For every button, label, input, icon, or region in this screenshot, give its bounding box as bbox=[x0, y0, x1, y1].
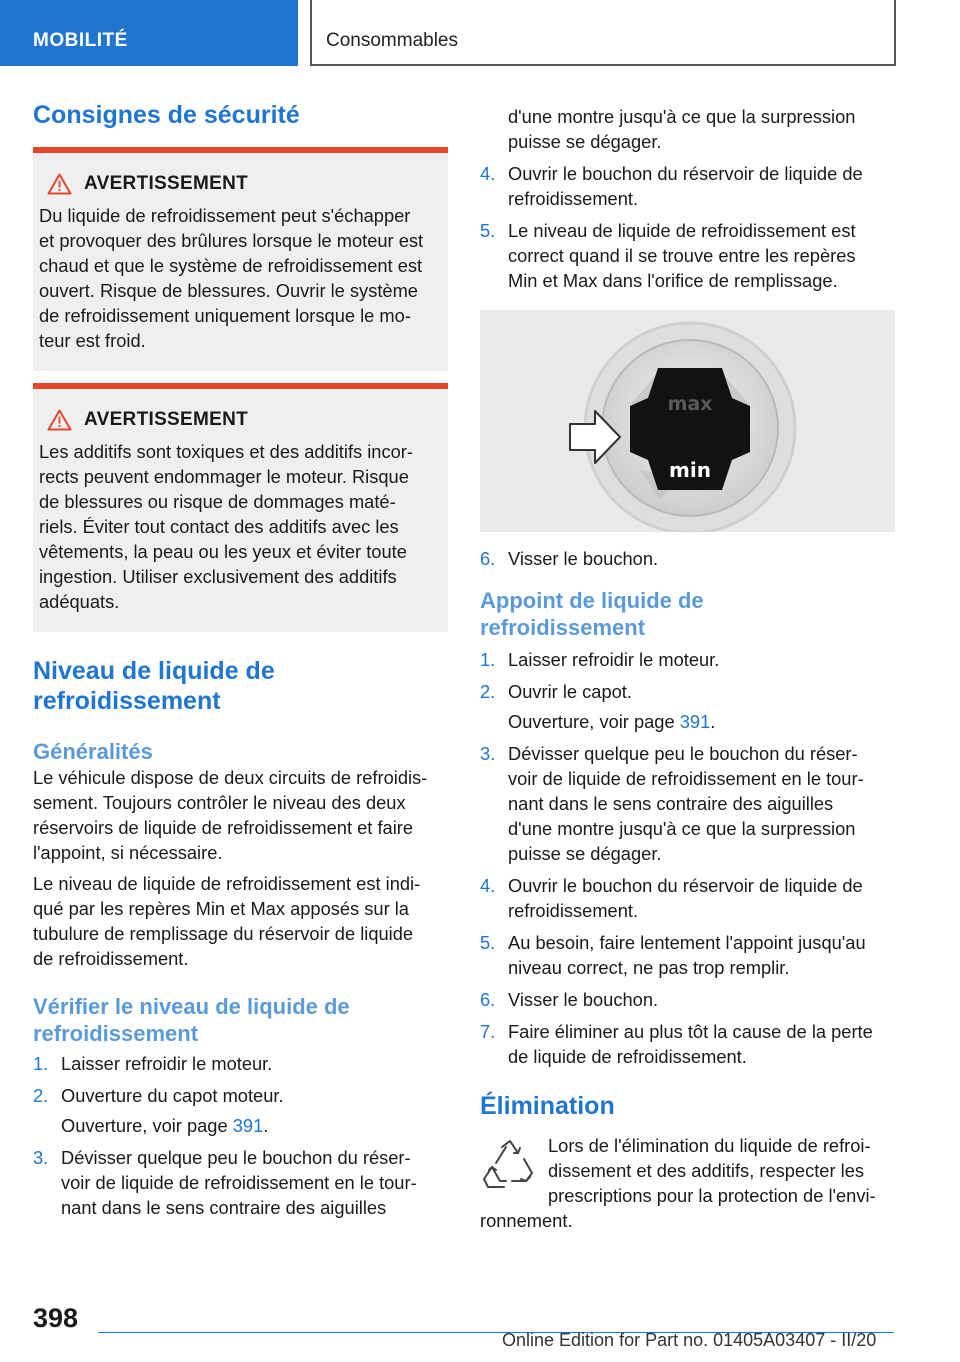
warning-text: Les additifs sont toxiques et des additifs incor‐ rects peuvent endommager le moteur. Risque de blessures ou risque de dommages maté‐ riels. Éviter tout contact des additifs avec les vêtements, la peau ou les yeux et éviter toute ingestion. Utiliser exclusivement des additifs adéquats. bbox=[39, 441, 413, 612]
chapter-tab bbox=[310, 0, 896, 66]
warning-box-1 bbox=[33, 147, 448, 371]
general-paragraph-1: Le véhicule dispose de deux circuits de refroidis‐ sement. Toujours contrôler le niveau des deux réservoirs de liquide de refroidissement et faire l'appoint, si nécessaire. bbox=[33, 767, 428, 863]
section-label: MOBILITÉ bbox=[33, 30, 128, 51]
warning-header bbox=[47, 407, 442, 433]
list-item: 1. Laisser refroidir le moteur. bbox=[480, 649, 720, 670]
warning-triangle-icon bbox=[47, 173, 72, 195]
section-tab bbox=[0, 0, 298, 66]
chapter-label: Consommables bbox=[326, 30, 458, 51]
page-link[interactable]: 391 bbox=[232, 1115, 264, 1136]
list-item: 2. Ouverture du capot moteur. bbox=[33, 1085, 284, 1106]
subheading-topup: Appoint de liquide de refroidissement bbox=[480, 588, 704, 640]
list-item: 3. Dévisser quelque peu le bouchon du réser‐ voir de liquide de refroidissement en le tour‐ nant dans le sens contraire des aiguilles d'une montre jusqu'à ce que la surpression puisse se dégager. bbox=[480, 743, 864, 864]
list-item: 4. Ouvrir le bouchon du réservoir de liquide de refroidissement. bbox=[480, 163, 863, 209]
list-item: 3. Dévisser quelque peu le bouchon du réser‐ voir de liquide de refroidissement en le tour‐ nant dans le sens contraire des aiguilles bbox=[33, 1147, 417, 1218]
warning-triangle-icon bbox=[47, 409, 72, 431]
subheading-check-level: Vérifier le niveau de liquide de refroidissement bbox=[33, 994, 350, 1046]
heading-disposal: Élimination bbox=[480, 1092, 615, 1120]
warning-box-2 bbox=[33, 383, 448, 632]
filler-neck-illustration bbox=[480, 310, 895, 532]
heading-safety: Consignes de sécurité bbox=[33, 101, 300, 129]
page-link[interactable]: 391 bbox=[679, 711, 711, 732]
list-item: 4. Ouvrir le bouchon du réservoir de liquide de refroidissement. bbox=[480, 875, 863, 921]
list-item: 7. Faire éliminer au plus tôt la cause de la perte de liquide de refroidissement. bbox=[480, 1021, 873, 1067]
min-mark: min bbox=[669, 458, 711, 482]
max-mark: max bbox=[667, 393, 713, 415]
list-item: 6. Visser le bouchon. bbox=[480, 548, 659, 569]
warning-header bbox=[47, 171, 442, 197]
heading-coolant-level: Niveau de liquide de refroidissement bbox=[33, 657, 275, 715]
list-item: 5. Le niveau de liquide de refroidissement est correct quand il se trouve entre les repères Min et Max dans l'orifice de remplissage. bbox=[480, 220, 856, 291]
left-column bbox=[33, 100, 448, 1220]
subheading-general: Généralités bbox=[33, 739, 153, 764]
page-reference: Ouverture, voir page 391. bbox=[508, 711, 716, 732]
coolant-filler-photo bbox=[480, 310, 895, 532]
warning-title: AVERTISSEMENT bbox=[84, 409, 249, 430]
step-continuation: d'une montre jusqu'à ce que la surpression puisse se dégager. bbox=[508, 106, 856, 152]
right-column bbox=[480, 104, 895, 1233]
page-number: 398 bbox=[33, 1303, 79, 1333]
check-steps-list bbox=[33, 1051, 448, 1220]
list-item: 1. Laisser refroidir le moteur. bbox=[33, 1053, 273, 1074]
edition-note: Online Edition for Part no. 01405A03407 - II/20 bbox=[502, 1330, 877, 1350]
disposal-paragraph: Lors de l'élimination du liquide de refroi‐ dissement et des additifs, respecter les prescriptions pour la protection de l'envi‐ ronnement. bbox=[480, 1135, 876, 1231]
page-reference: Ouverture, voir page 391. bbox=[61, 1115, 269, 1136]
warning-title: AVERTISSEMENT bbox=[84, 173, 249, 194]
general-paragraph-2: Le niveau de liquide de refroidissement est indi‐ qué par les repères Min et Max apposés sur la tubulure de remplissage du réservoir de liquide de refroidissement. bbox=[33, 873, 421, 969]
list-item: 2. Ouvrir le capot. bbox=[480, 681, 632, 702]
list-item: 6. Visser le bouchon. bbox=[480, 989, 659, 1010]
topup-steps-list bbox=[480, 647, 895, 1069]
recycle-icon bbox=[480, 1137, 538, 1195]
warning-text: Du liquide de refroidissement peut s'échapper et provoquer des brûlures lorsque le moteur est chaud et que le système de refroidissement est ouvert. Risque de blessures. Ouvrir le système de refroidissement uniquement lorsque le mo‐ teur est froid. bbox=[39, 205, 424, 351]
list-item: 5. Au besoin, faire lentement l'appoint jusqu'au niveau correct, ne pas trop remplir. bbox=[480, 932, 866, 978]
